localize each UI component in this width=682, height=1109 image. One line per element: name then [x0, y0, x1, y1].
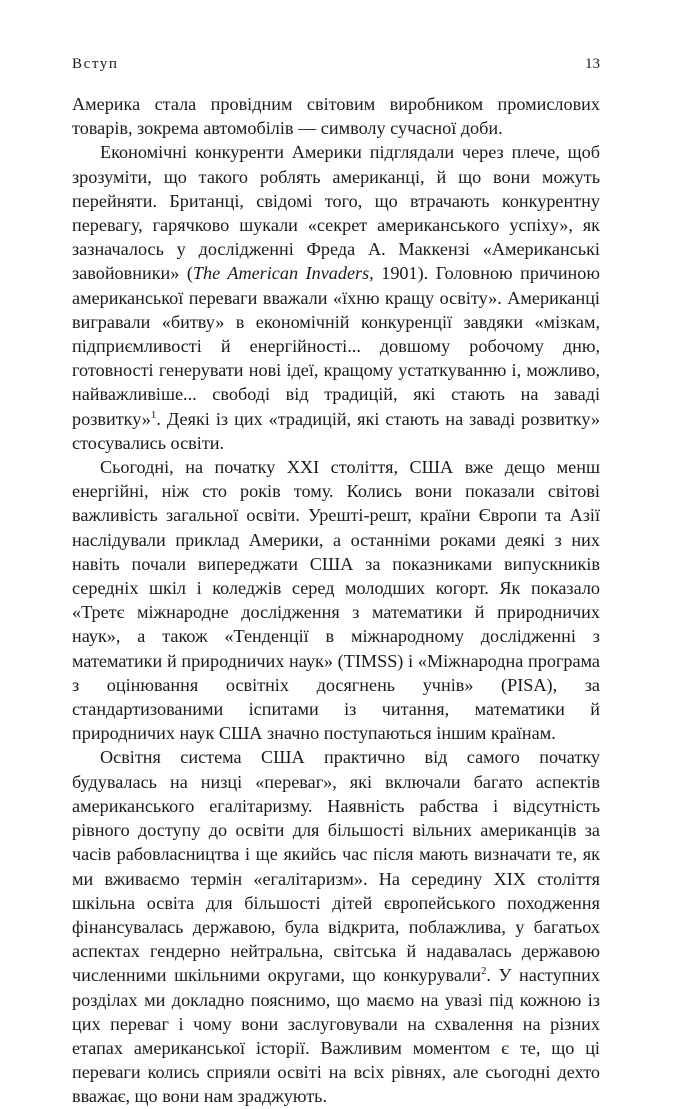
paragraph [72, 92, 600, 140]
text-run: Освітня система США практично від самого початку будувалась на низці «переваг», які включали багато аспектів американського егалітаризму. Наявність рабства і відсутність рівного доступу до освіти для більшості вільних американців за часів рабовласництва і ще якийсь час після мають визначати те, як ми вживаємо термін «егалітаризм». На середину XIX століття шкільна освіта для більшості дітей європейського походження фінансувалась державою, була відкрита, поблажлива, у багатьох аспектах гендерно нейтральна, світська й надавалась державою численними шкільними округами, що конкурували [72, 747, 600, 986]
text-run: Америка стала провідним світовим виробником промислових товарів, зокрема автомобілів — символу сучасної доби. [72, 94, 600, 139]
paragraph [72, 140, 600, 455]
book-title: The American Invaders, [192, 263, 374, 284]
body-text [72, 92, 600, 1109]
text-run: . У наступних розділах ми докладно пояснимо, що маємо на увазі під кожною із цих переваг і чому вони заслуговували на схвалення на різних етапах американської історії. Важливим моментом є те, що ці переваги колись сприяли освіті на всіх рівнях, але сьогодні дехто вважає, що вони нам зраджують. [72, 965, 600, 1107]
paragraph [72, 745, 600, 1108]
text-run: Економічні конкуренти Америки підглядали через плече, щоб зрозуміти, що такого роблять американці, й що вони можуть перейняти. Британці, свідомі того, що втрачають конкурентну перевагу, гарячково шукали «секрет американського успіху», як зазначалось у дослідженні Фреда А. Маккензі «Американські завойовники» ( [72, 142, 600, 284]
page-number: 13 [585, 56, 600, 72]
section-title: Вступ [72, 56, 119, 72]
footnote-marker: 2 [480, 965, 487, 978]
text-run: 1901). Головною причиною американської переваги вважали «їхню кращу освіту». Американці вигравали «битву» в економічній конкуренції завдяки «мізкам, підприємливості й енергійності... довшому робочому дню, готовності генерувати нові ідеї, кращому устаткуванню і, можливо, найважливіше... свободі від традицій, які стають на заваді розвитку» [72, 263, 600, 429]
text-run: . Деякі із цих «традицій, які стають на заваді розвитку» стосувались освіти. [72, 408, 600, 453]
text-run: Сьогодні, на початку XXI століття, США вже дещо менш енергійні, ніж сто років тому. Колись вони показали світові важливість загальної освіти. Урешті-решт, країни Європи та Азії наслідували приклад Америки, а останніми роками деякі з них навіть почали випереджати США за показниками випускників середніх шкіл і коледжів серед молодших когорт. Як показало «Третє міжнародне дослідження з математики й природничих наук», а також «Тенденції в міжнародному дослідженні з математики й природничих наук» (TIMSS) і «Міжнародна програма з оцінювання освітніх досягнень учнів» (PISA), за стандартизованими іспитами із читання, математики й природничих наук США значно поступаються іншим країнам. [72, 457, 600, 744]
footnote-marker: 1 [150, 408, 157, 421]
paragraph [72, 455, 600, 745]
running-header [72, 56, 600, 78]
